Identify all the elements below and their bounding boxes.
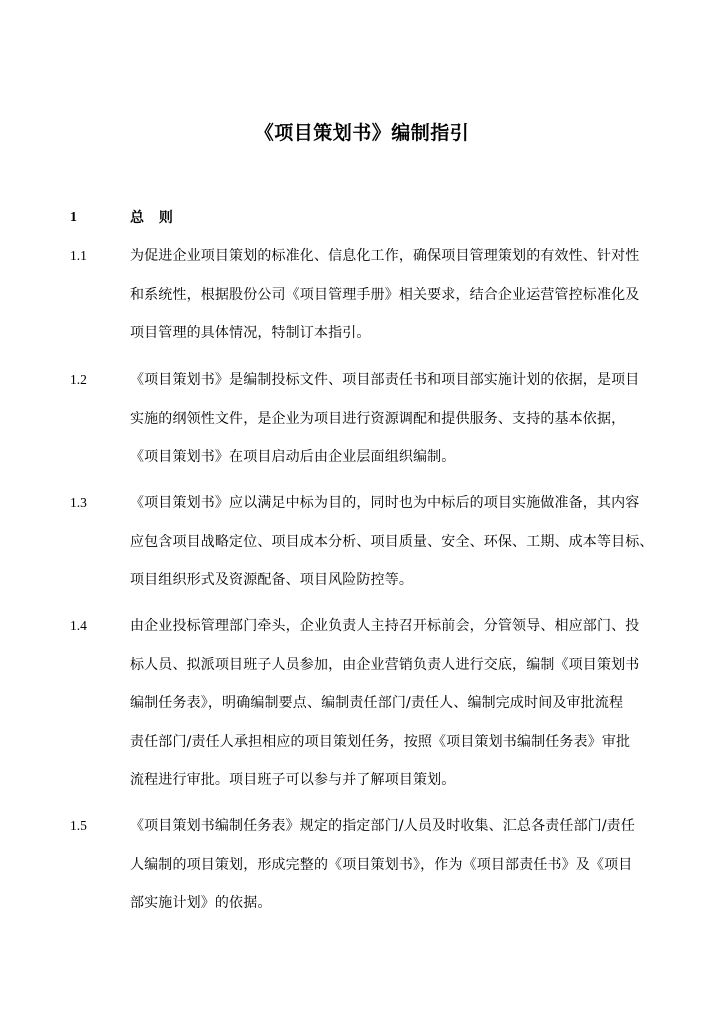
clause-body <box>130 241 670 357</box>
clause-line: 实施的纲领性文件，是企业为项目进行资源调配和提供服务、支持的基本依据， <box>130 410 626 427</box>
clause-line: 和系统性，根据股份公司《项目管理手册》相关要求，结合企业运营管控标准化及 <box>130 286 640 303</box>
clause-line: 责任部门/责任人承担相应的项目策划任务，按照《项目策划书编制任务表》审批 <box>130 733 631 750</box>
clause-line: 部实施计划》的依据。 <box>130 895 272 912</box>
clause-number: 1.2 <box>70 372 87 387</box>
section-number: 1 <box>70 210 77 225</box>
clause-number: 1.5 <box>70 818 87 833</box>
clause-line: 《项目策划书》是编制投标文件、项目部责任书和项目部实施计划的依据，是项目 <box>130 372 640 388</box>
clause-line: 应包含项目战略定位、项目成本分析、项目质量、安全、环保、工期、成本等目标、 <box>130 533 654 550</box>
clause-body <box>130 365 670 481</box>
clause-line: 《项目策划书》应以满足中标为目的，同时也为中标后的项目实施做准备，其内容 <box>130 495 640 511</box>
clause-line: 项目管理的具体情况，特制订本指引。 <box>130 325 371 342</box>
clause-body <box>130 811 670 927</box>
clause-line: 编制任务表》，明确编制要点、编制责任部门/责任人、编制完成时间及审批流程 <box>130 695 624 712</box>
clause-line: 标人员、拟派项目班子人员参加，由企业营销负责人进行交底，编制《项目策划书 <box>130 656 640 673</box>
clause-number: 1.3 <box>70 495 87 510</box>
clause-number: 1.1 <box>70 248 87 263</box>
clause-line: 《项目策划书编制任务表》规定的指定部门/人员及时收集、汇总各责任部门/责任 <box>130 818 635 834</box>
clause-body <box>130 611 670 804</box>
clause-line: 流程进行审批。项目班子可以参与并了解项目策划。 <box>130 772 456 789</box>
clause-line: 为促进企业项目策划的标准化、信息化工作，确保项目管理策划的有效性、针对性 <box>130 248 640 264</box>
clause-number: 1.4 <box>70 618 87 633</box>
clause-line: 由企业投标管理部门牵头，企业负责人主持召开标前会，分管领导、相应部门、投 <box>130 618 640 634</box>
clause-line: 《项目策划书》在项目启动后由企业层面组织编制。 <box>130 449 456 466</box>
clause-line: 项目组织形式及资源配备、项目风险防控等。 <box>130 572 413 589</box>
clause-body <box>130 488 670 604</box>
clause-line: 人编制的项目策划，形成完整的《项目策划书》，作为《项目部责任书》及《项目 <box>130 856 633 873</box>
section-title: 总 则 <box>130 210 173 226</box>
section-heading <box>70 204 670 232</box>
document-title: 《项目策划书》编制指引 <box>254 122 470 144</box>
